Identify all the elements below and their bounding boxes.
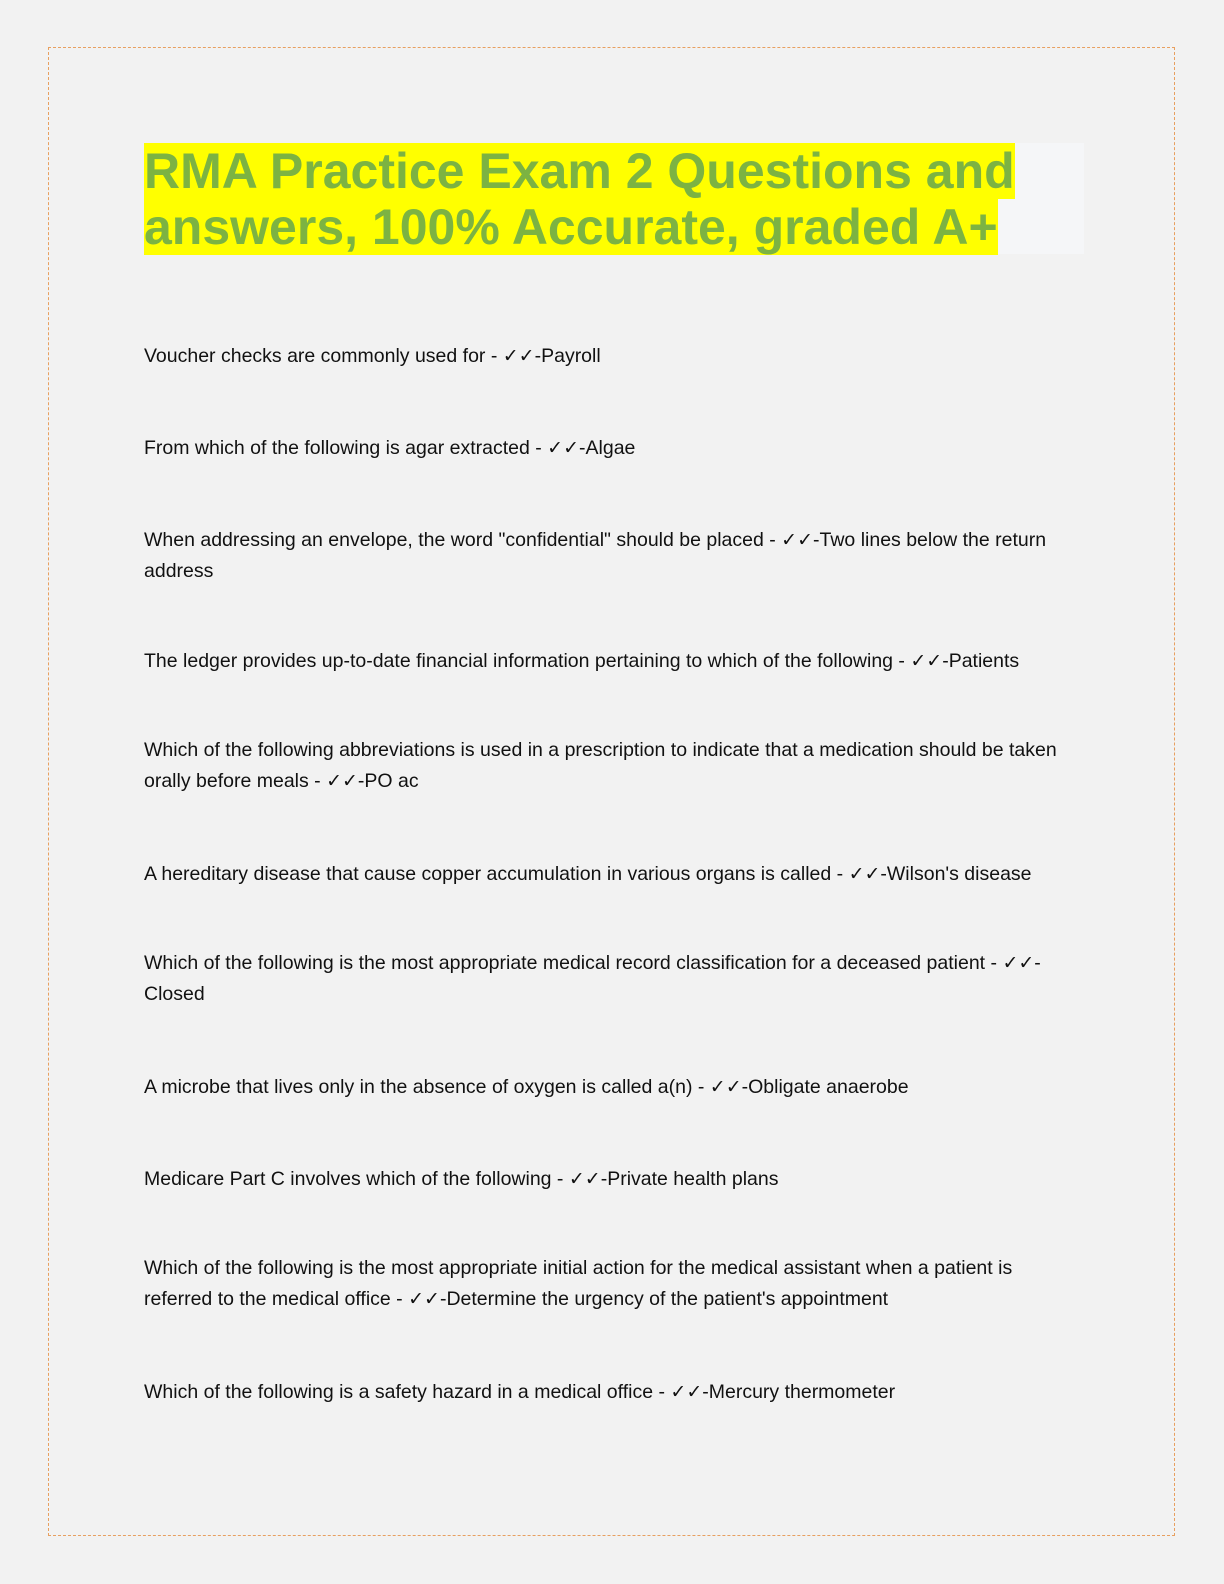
answer-text: -Wilson's disease — [880, 863, 1032, 885]
question-text: From which of the following is agar extracted - — [144, 437, 548, 459]
question-text: When addressing an envelope, the word "confidential" should be placed - — [144, 529, 782, 551]
answer-text: -Private health plans — [600, 1168, 779, 1190]
answer-text: -Mercury thermometer — [702, 1381, 896, 1403]
question-text: Which of the following is the most appropriate medical record classification for a deceased patient - — [144, 952, 1003, 974]
answer-text: -Obligate anaerobe — [741, 1076, 909, 1098]
question-text: Which of the following abbreviations is used in a prescription to indicate that a medication should be taken orally before meals - — [144, 739, 1057, 792]
double-check-icon: ✓✓ — [326, 770, 358, 792]
double-check-icon: ✓✓ — [568, 1168, 601, 1190]
answer-text: -Closed — [144, 952, 1041, 1005]
double-check-icon: ✓✓ — [408, 1288, 440, 1310]
qa-item — [144, 525, 1084, 587]
double-check-icon: ✓✓ — [1002, 952, 1035, 974]
double-check-icon: ✓✓ — [781, 529, 814, 551]
title-block — [144, 143, 1084, 254]
double-check-icon: ✓✓ — [502, 345, 535, 367]
question-text: Voucher checks are commonly used for - — [144, 345, 503, 367]
answer-text: -PO ac — [357, 770, 419, 792]
answer-text: -Payroll — [534, 345, 601, 367]
question-text: Which of the following is a safety hazard in a medical office - — [144, 1381, 671, 1403]
qa-item — [144, 948, 1084, 1010]
qa-item — [144, 859, 1084, 890]
double-check-icon: ✓✓ — [910, 650, 943, 672]
double-check-icon: ✓✓ — [547, 437, 580, 459]
question-text: Which of the following is the most appropriate initial action for the medical assistant when a patient is referred to the medical office - — [144, 1257, 1013, 1310]
question-text: A hereditary disease that cause copper accumulation in various organs is called - — [144, 863, 849, 885]
question-text: The ledger provides up-to-date financial information pertaining to which of the following - — [144, 650, 911, 672]
qa-item — [144, 1072, 1084, 1103]
qa-item — [144, 735, 1084, 797]
qa-item — [144, 341, 1084, 372]
qa-item — [144, 646, 1084, 677]
qa-item — [144, 1253, 1084, 1315]
answer-text: -Two lines below the return address — [144, 529, 1047, 582]
qa-item — [144, 1164, 1084, 1195]
double-check-icon: ✓✓ — [709, 1076, 742, 1098]
qa-item — [144, 1377, 1084, 1408]
document-title — [144, 143, 1084, 255]
question-text: Medicare Part C involves which of the following - — [144, 1168, 569, 1190]
question-text: A microbe that lives only in the absence of oxygen is called a(n) - — [144, 1076, 710, 1098]
title-highlight: RMA Practice Exam 2 Questions and answers, 100% Accurate, graded A+ — [144, 143, 1015, 255]
qa-item — [144, 433, 1084, 464]
answer-text: -Patients — [942, 650, 1020, 672]
answer-text: -Determine the urgency of the patient's appointment — [439, 1288, 889, 1310]
answer-text: -Algae — [579, 437, 636, 459]
double-check-icon: ✓✓ — [670, 1381, 703, 1403]
double-check-icon: ✓✓ — [848, 863, 881, 885]
